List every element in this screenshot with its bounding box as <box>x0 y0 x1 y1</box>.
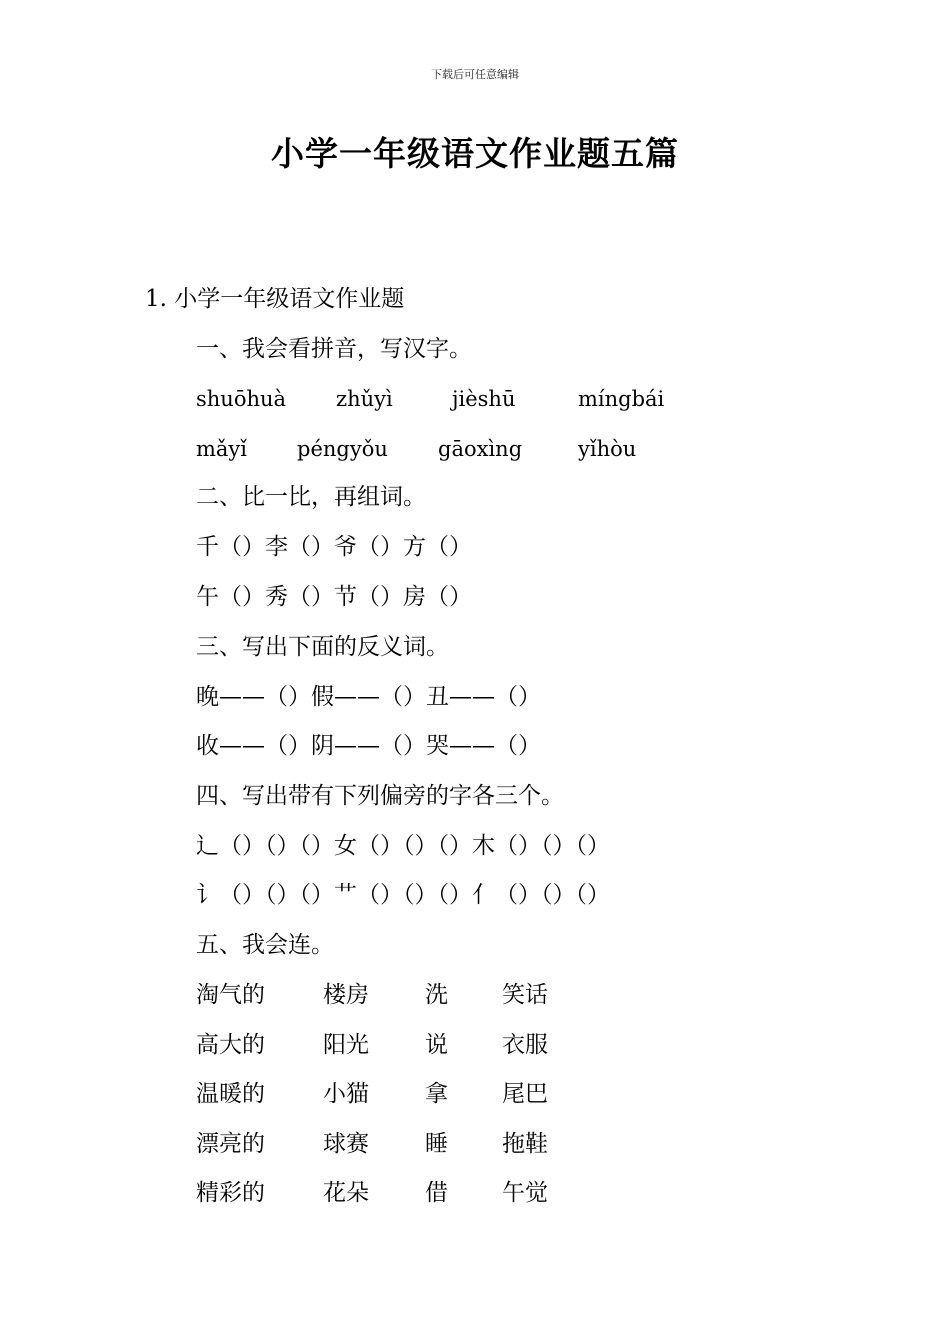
pinyin-item: yǐhòu <box>578 437 637 461</box>
pinyin-item: zhǔyì <box>336 387 393 411</box>
match-verb: 说 <box>425 1032 448 1058</box>
question-5-title: 五、我会连。 <box>196 932 334 958</box>
match-verb: 借 <box>425 1180 448 1206</box>
pinyin-item: jièshū <box>452 387 516 411</box>
match-noun: 小猫 <box>323 1081 369 1107</box>
match-adjective: 温暖的 <box>196 1081 265 1107</box>
match-noun: 阳光 <box>323 1032 369 1058</box>
match-object: 尾巴 <box>502 1081 548 1107</box>
match-noun: 楼房 <box>323 982 369 1008</box>
match-object: 拖鞋 <box>502 1131 548 1157</box>
pinyin-item: gāoxìng <box>438 437 523 461</box>
match-verb: 洗 <box>425 982 448 1008</box>
match-adjective: 淘气的 <box>196 982 265 1008</box>
pinyin-item: mǎyǐ <box>196 437 248 461</box>
match-adjective: 高大的 <box>196 1032 265 1058</box>
question-3-row-1: 晚——（）假——（）丑——（） <box>196 684 541 710</box>
match-verb: 拿 <box>425 1081 448 1107</box>
pinyin-item: shuōhuà <box>196 387 287 411</box>
match-adjective: 漂亮的 <box>196 1131 265 1157</box>
match-object: 笑话 <box>502 982 548 1008</box>
question-2-row-1: 千（）李（）爷（）方（） <box>196 534 472 560</box>
match-adjective: 精彩的 <box>196 1180 265 1206</box>
question-4-row-2: 讠（）（）（）艹（）（）（）亻（）（）（） <box>196 882 610 908</box>
match-object: 衣服 <box>502 1032 548 1058</box>
match-verb: 睡 <box>425 1131 448 1157</box>
question-4-row-1: 辶（）（）（）女（）（）（）木（）（）（） <box>196 833 610 859</box>
pinyin-item: péngyǒu <box>297 437 388 461</box>
match-noun: 花朵 <box>323 1180 369 1206</box>
question-3-row-2: 收——（）阴——（）哭——（） <box>196 733 541 759</box>
question-1-title: 一、我会看拼音，写汉字。 <box>196 336 472 362</box>
section-heading: 1. 小学一年级语文作业题 <box>145 286 405 312</box>
page-title: 小学一年级语文作业题五篇 <box>271 134 679 173</box>
page-header: 下载后可任意编辑 <box>431 68 519 81</box>
question-2-row-2: 午（）秀（）节（）房（） <box>196 584 472 610</box>
match-object: 午觉 <box>502 1180 548 1206</box>
match-noun: 球赛 <box>323 1131 369 1157</box>
question-3-title: 三、写出下面的反义词。 <box>196 634 449 660</box>
question-4-title: 四、写出带有下列偏旁的字各三个。 <box>196 783 564 809</box>
question-2-title: 二、比一比，再组词。 <box>196 484 426 510</box>
pinyin-item: míngbái <box>578 387 665 411</box>
